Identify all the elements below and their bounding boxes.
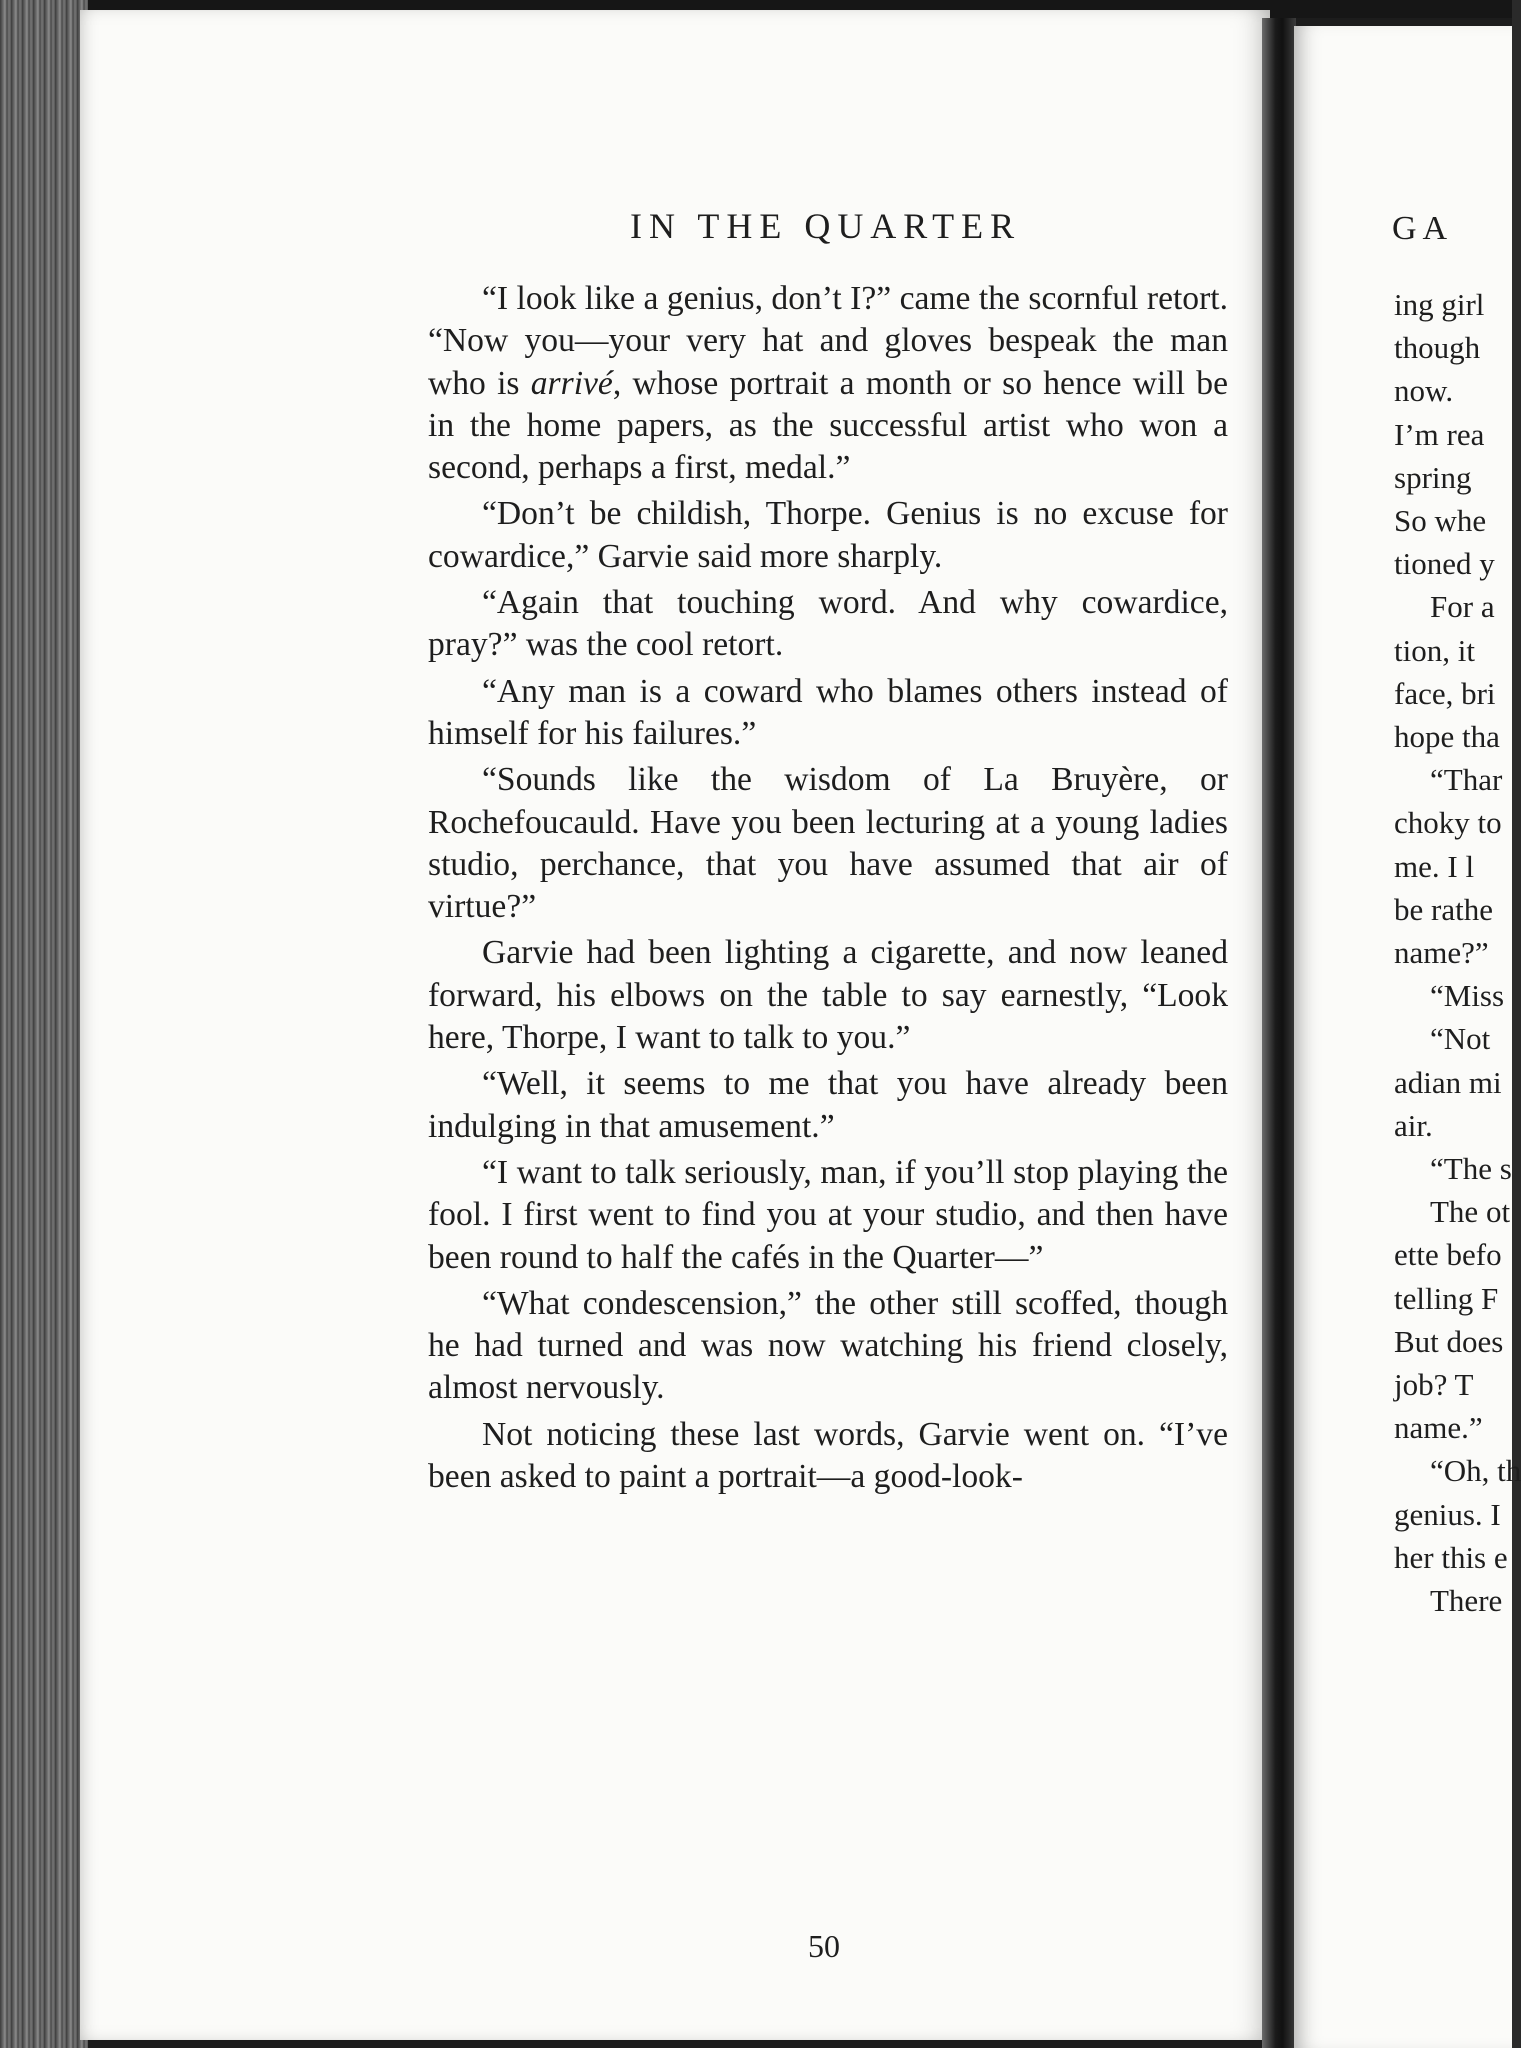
paragraph: “Any man is a coward who blames others instead of himself for his failures.” <box>428 672 1228 752</box>
paragraph: Garvie had been lighting a cigarette, and now leaned forward, his elbows on the table to say earnestly, “Look here, Thorpe, I want to talk to you.” <box>428 934 1228 1057</box>
book-gutter <box>1262 18 1296 2048</box>
text-line: ing girl <box>1394 287 1485 322</box>
text-line: There <box>1430 1583 1503 1619</box>
paragraph: “I look like a genius, don’t I?” came the scornful retort. “Now you—your very hat and gloves bespeak the man who is arrivé, whose portrait a month or so hence will be in the home papers, as the successful artist who won a second, perhaps a first, medal.” <box>428 280 1229 487</box>
paragraph: “What condescension,” the other still scoffed, though he had turned and was now watching his friend closely, almost nervously. <box>428 1284 1228 1407</box>
paragraph: “Well, it seems to me that you have already been indulging in that amusement.” <box>428 1065 1228 1145</box>
page-number: 50 <box>808 1928 840 1964</box>
text-line: The ot <box>1430 1194 1511 1230</box>
text-line: now. <box>1394 373 1454 409</box>
page-edges <box>0 0 88 2048</box>
text-line: But does <box>1394 1323 1504 1359</box>
text-line: hope tha <box>1394 719 1500 755</box>
text-line: me. I l <box>1394 848 1475 884</box>
text-line: choky to <box>1394 805 1502 841</box>
text-line: job? T <box>1394 1367 1474 1403</box>
right-running-head: GA <box>1392 210 1454 247</box>
text-line: adian mi <box>1394 1064 1502 1100</box>
right-page-text <box>1394 283 1521 1622</box>
text-line: “Oh, th <box>1430 1453 1521 1489</box>
text-line: “Not <box>1430 1021 1491 1057</box>
text-line: ette befo <box>1394 1237 1502 1273</box>
text-line: So whe <box>1394 503 1487 539</box>
paragraph: “Again that touching word. And why cowardice, pray?” was the cool retort. <box>428 584 1228 664</box>
text-line: tioned y <box>1394 546 1495 582</box>
text-line: “The s <box>1430 1151 1512 1187</box>
paragraph: “Don’t be childish, Thorpe. Genius is no excuse for cowardice,” Garvie said more sharply. <box>428 495 1228 575</box>
text-line: her this e <box>1394 1539 1508 1575</box>
text-line: I’m rea <box>1394 416 1485 452</box>
running-head-text: IN THE QUARTER <box>630 206 1022 246</box>
text-line: telling F <box>1394 1280 1499 1316</box>
text-line: “Thar <box>1430 762 1503 798</box>
text-line: face, bri <box>1394 675 1496 711</box>
paragraph: “Sounds like the wisdom of La Bruyère, or Rochefoucauld. Have you been lecturing at a young ladies studio, perchance, that you have assumed that air of virtue?” <box>428 761 1228 926</box>
text-line: air. <box>1394 1107 1433 1143</box>
text-line: For a <box>1430 589 1495 625</box>
text-line: though <box>1394 330 1481 366</box>
body-text <box>428 278 1228 1498</box>
text-line: “Miss <box>1430 978 1505 1014</box>
text-line: name.” <box>1394 1410 1483 1446</box>
text-line: spring <box>1394 459 1472 495</box>
paragraph: Not noticing these last words, Garvie went on. “I’ve been asked to paint a portrait—a good-look- <box>428 1415 1228 1496</box>
text-line: be rathe <box>1394 891 1493 927</box>
italic-word: arrivé <box>530 364 613 402</box>
text-line: tion, it <box>1394 632 1475 668</box>
text-line: genius. I <box>1394 1496 1501 1532</box>
paragraph: “I want to talk seriously, man, if you’ll stop playing the fool. I first went to find you at your studio, and then have been round to half the cafés in the Quarter—” <box>428 1153 1228 1276</box>
text-line: name?” <box>1394 935 1489 971</box>
